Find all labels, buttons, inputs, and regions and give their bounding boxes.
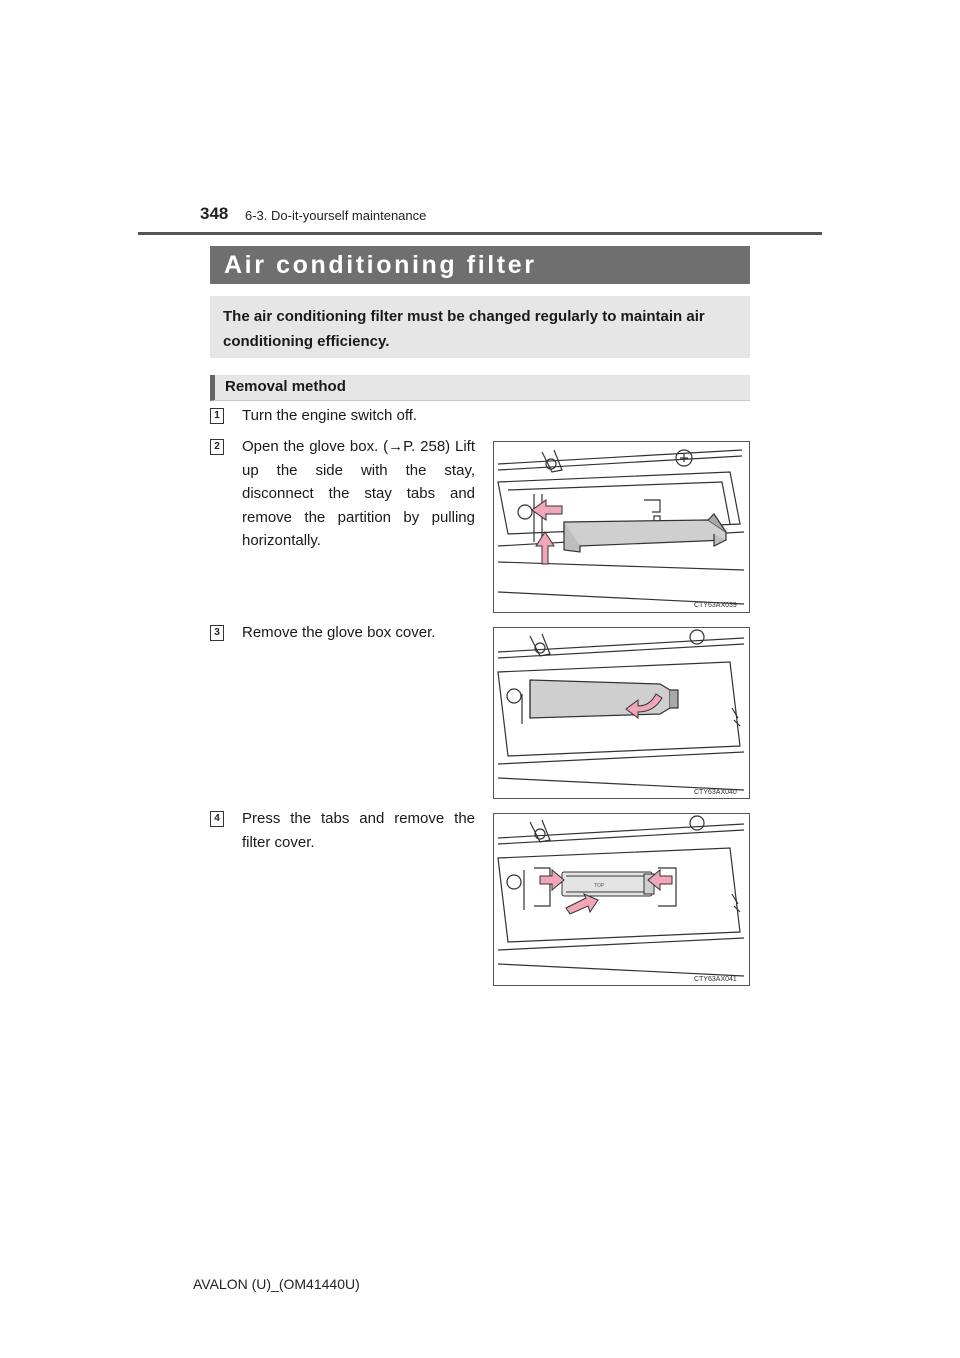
- step-number-2: 2: [210, 439, 224, 455]
- figure-code-3: CTY63AX041: [694, 976, 737, 983]
- step-number-3: 3: [210, 625, 224, 641]
- intro-box: [210, 296, 750, 358]
- page-number: 348: [200, 204, 229, 223]
- figure-step-4: [493, 813, 750, 986]
- step-1-text: Turn the engine switch off.: [242, 407, 418, 424]
- filter-cover-illustration: [494, 814, 749, 985]
- glove-box-partition-illustration: [494, 442, 749, 612]
- subheading: Removal method: [225, 378, 346, 395]
- page-title: Air conditioning filter: [224, 250, 537, 279]
- figure-code-2: CTY63AX040: [694, 789, 737, 796]
- glove-box-cover-illustration: [494, 628, 749, 798]
- header-rule: [138, 232, 822, 235]
- figure-step-2: [493, 441, 750, 613]
- figure-step-3: [493, 627, 750, 799]
- svg-text:TOP: TOP: [594, 883, 605, 889]
- figure-code-1: CTY63AX039: [694, 602, 737, 609]
- step-number-1: 1: [210, 408, 224, 424]
- section-reference: 6-3. Do-it-yourself maintenance: [245, 208, 427, 223]
- step-number-4: 4: [210, 811, 224, 827]
- step-3-text: Remove the glove box cover.: [242, 624, 436, 641]
- footer-model-code: AVALON (U)_(OM41440U): [193, 1276, 360, 1292]
- subheading-bar: [210, 375, 750, 401]
- intro-text: The air conditioning filter must be changed regularly to maintain air conditioning efficiency.: [223, 308, 705, 350]
- section-title-bar: [210, 246, 750, 284]
- step-2-text: Open the glove box. (→P. 258) Lift up the side with the stay, disconnect the stay tabs and remove the partition by pulling horizontally.: [242, 438, 475, 549]
- step-4-text: Press the tabs and remove the filter cover.: [242, 810, 475, 851]
